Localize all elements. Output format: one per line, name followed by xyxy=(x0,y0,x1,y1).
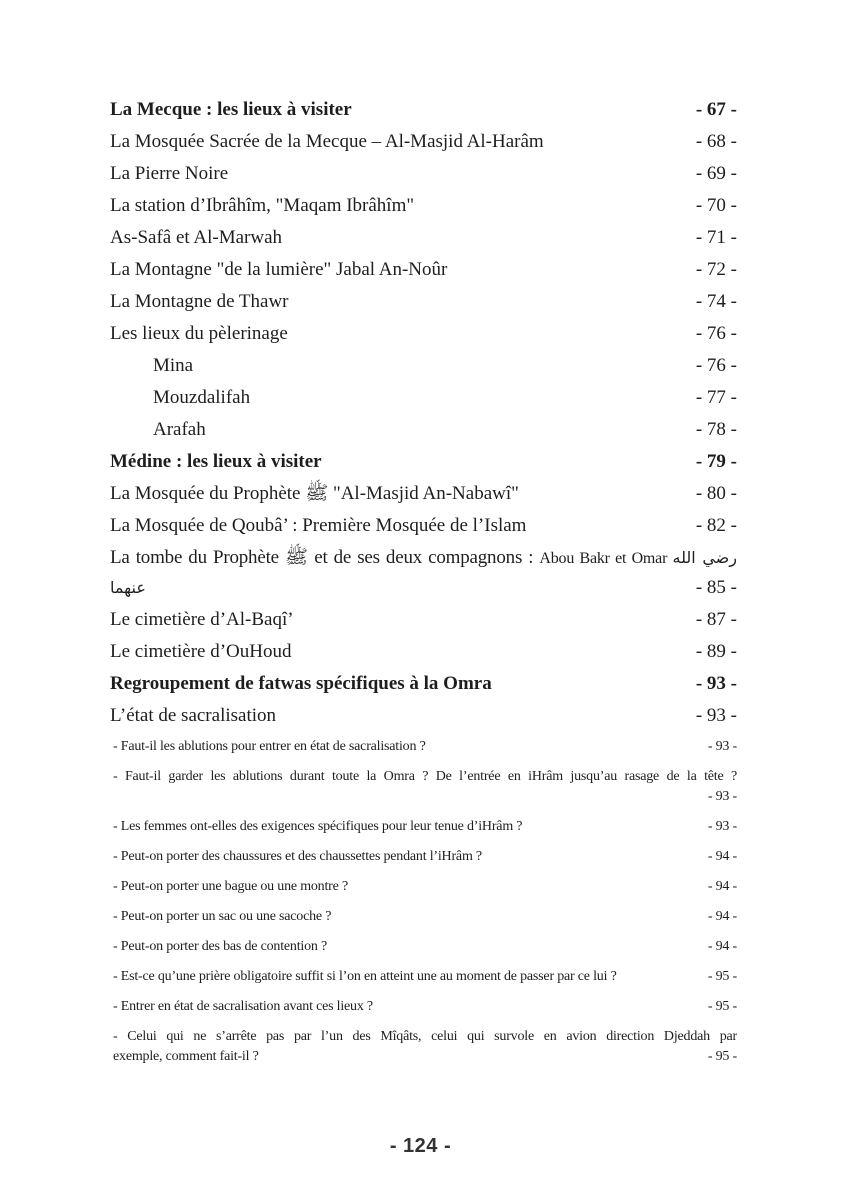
toc-entry xyxy=(110,291,737,313)
toc-entry-label: Regroupement de fatwas spécifiques à la Omra xyxy=(110,673,492,694)
toc-entry xyxy=(110,847,737,866)
toc-entry xyxy=(110,99,737,121)
toc-entry-line2 xyxy=(113,1047,737,1066)
toc-entry xyxy=(110,323,737,345)
toc-entry xyxy=(110,515,737,537)
toc-entry xyxy=(110,767,737,806)
toc-entry-page: - 89 - xyxy=(695,641,737,662)
toc-entry xyxy=(110,355,737,377)
toc-entry-label: - Est-ce qu’une prière obligatoire suffit si l’on en atteint une au moment de passer par ce lui ? xyxy=(113,969,617,984)
toc-entry-label: - Faut-il les ablutions pour entrer en état de sacralisation ? xyxy=(113,739,426,754)
toc-entry-line1 xyxy=(110,547,737,570)
toc-entry xyxy=(110,259,737,281)
toc-entry-page: - 93 - xyxy=(695,673,737,694)
toc-entry-label: La station d’Ibrâhîm, "Maqam Ibrâhîm" xyxy=(110,195,415,216)
toc-entry-page: - 94 - xyxy=(707,909,737,924)
toc-entry xyxy=(110,817,737,836)
toc-entry-label: La Mosquée Sacrée de la Mecque – Al-Masjid Al-Harâm xyxy=(110,131,544,152)
toc-entry xyxy=(110,877,737,896)
page-number-footer: - 124 - xyxy=(389,1135,452,1157)
toc-entry xyxy=(110,195,737,217)
toc-entry-page: - 77 - xyxy=(695,387,737,408)
toc-entry-page: - 74 - xyxy=(695,291,737,312)
toc-entry-label: - Peut-on porter des chaussures et des chaussettes pendant l’iHrâm ? xyxy=(113,849,482,864)
toc-entry xyxy=(110,451,737,473)
toc-entry-label: - Peut-on porter une bague ou une montre ? xyxy=(113,879,348,894)
toc-entry-page: - 76 - xyxy=(695,355,737,376)
toc-entry-page: - 76 - xyxy=(695,323,737,344)
toc-entry-label: - Peut-on porter des bas de contention ? xyxy=(113,939,327,954)
toc-entry-line2 xyxy=(113,787,737,806)
toc-entry-page: - 93 - xyxy=(707,739,737,754)
toc-list xyxy=(110,99,737,1066)
toc-entry xyxy=(110,737,737,756)
toc-entry-page: - 72 - xyxy=(695,259,737,280)
toc-entry-label: La Mecque : les lieux à visiter xyxy=(110,99,352,120)
toc-entry-line2 xyxy=(110,577,737,599)
toc-entry xyxy=(110,673,737,695)
toc-entry-label: - Celui qui ne s’arrête pas par l’un des Mîqâts, celui qui survole en avion direction Djeddah par xyxy=(113,1029,737,1044)
toc-entry-page: - 79 - xyxy=(695,451,737,472)
toc-entry-page: - 80 - xyxy=(695,483,737,504)
toc-entry xyxy=(110,705,737,727)
toc-entry-label: - Peut-on porter un sac ou une sacoche ? xyxy=(113,909,332,924)
toc-entry-label: - Les femmes ont-elles des exigences spécifiques pour leur tenue d’iHrâm ? xyxy=(113,819,523,834)
toc-entry-page: - 93 - xyxy=(707,789,737,804)
toc-entry xyxy=(110,1027,737,1066)
toc-entry xyxy=(110,641,737,663)
toc-entry-page: - 82 - xyxy=(695,515,737,536)
toc-entry xyxy=(110,967,737,986)
toc-entry-page: - 87 - xyxy=(695,609,737,630)
toc-entry-label: La Mosquée de Qoubâ’ : Première Mosquée de l’Islam xyxy=(110,515,527,536)
toc-entry-label: As-Safâ et Al-Marwah xyxy=(110,227,283,248)
toc-entry xyxy=(110,937,737,956)
toc-entry xyxy=(110,609,737,631)
toc-entry-page: - 94 - xyxy=(707,879,737,894)
toc-entry-label: Le cimetière d’OuHoud xyxy=(110,641,292,662)
arabic-text: عنهما xyxy=(110,578,146,597)
toc-entry-label: La Pierre Noire xyxy=(110,163,229,184)
toc-entry-label: La Montagne "de la lumière" Jabal An-Noûr xyxy=(110,259,448,280)
toc-entry-page: - 95 - xyxy=(707,1049,737,1064)
toc-entry-label: L’état de sacralisation xyxy=(110,705,277,726)
toc-entry-label: Médine : les lieux à visiter xyxy=(110,451,322,472)
toc-entry-label: Les lieux du pèlerinage xyxy=(110,323,288,344)
toc-entry-page: - 71 - xyxy=(695,227,737,248)
toc-entry-label: Mina xyxy=(153,355,194,376)
toc-entry-page: - 68 - xyxy=(695,131,737,152)
toc-entry xyxy=(110,997,737,1016)
toc-entry-label: - Faut-il garder les ablutions durant toute la Omra ? De l’entrée en iHrâm jusqu’au rasage de la tête ? xyxy=(113,769,737,784)
toc-entry xyxy=(110,387,737,409)
toc-entry-page: - 85 - xyxy=(695,577,737,598)
toc-entry xyxy=(110,163,737,185)
toc-entry-line1 xyxy=(113,767,737,786)
toc-entry-line1 xyxy=(113,1027,737,1046)
toc-entry-page: - 94 - xyxy=(707,849,737,864)
toc-entry xyxy=(110,547,737,599)
arabic-text: رضي الله xyxy=(672,548,737,567)
toc-entry-page: - 78 - xyxy=(695,419,737,440)
toc-entry-label: - Entrer en état de sacralisation avant ces lieux ? xyxy=(113,999,373,1014)
toc-entry xyxy=(110,227,737,249)
toc-entry-page: - 95 - xyxy=(707,969,737,984)
toc-entry-label: exemple, comment fait-il ? xyxy=(113,1049,259,1064)
toc-entry-label: Mouzdalifah xyxy=(153,387,251,408)
toc-entry xyxy=(110,131,737,153)
toc-entry-page: - 70 - xyxy=(695,195,737,216)
toc-entry-label: Le cimetière d’Al-Baqî’ xyxy=(110,609,294,630)
toc-entry-page: - 69 - xyxy=(695,163,737,184)
toc-entry-label: La Mosquée du Prophète ﷺ "Al-Masjid An-Nabawî" xyxy=(110,483,519,504)
toc-entry-page: - 95 - xyxy=(707,999,737,1014)
toc-entry xyxy=(110,907,737,926)
toc-entry xyxy=(110,419,737,441)
toc-entry-label: Arafah xyxy=(153,419,206,440)
toc-entry-label: La tombe du Prophète ﷺ et de ses deux compagnons : xyxy=(110,547,540,568)
toc-entry xyxy=(110,483,737,505)
toc-entry-page: - 93 - xyxy=(707,819,737,834)
toc-entry-page: - 94 - xyxy=(707,939,737,954)
toc-entry-label: La Montagne de Thawr xyxy=(110,291,289,312)
toc-entry-page: - 93 - xyxy=(695,705,737,726)
toc-entry-label: Abou Bakr et Omar xyxy=(539,550,673,567)
toc-entry-page: - 67 - xyxy=(695,99,737,120)
